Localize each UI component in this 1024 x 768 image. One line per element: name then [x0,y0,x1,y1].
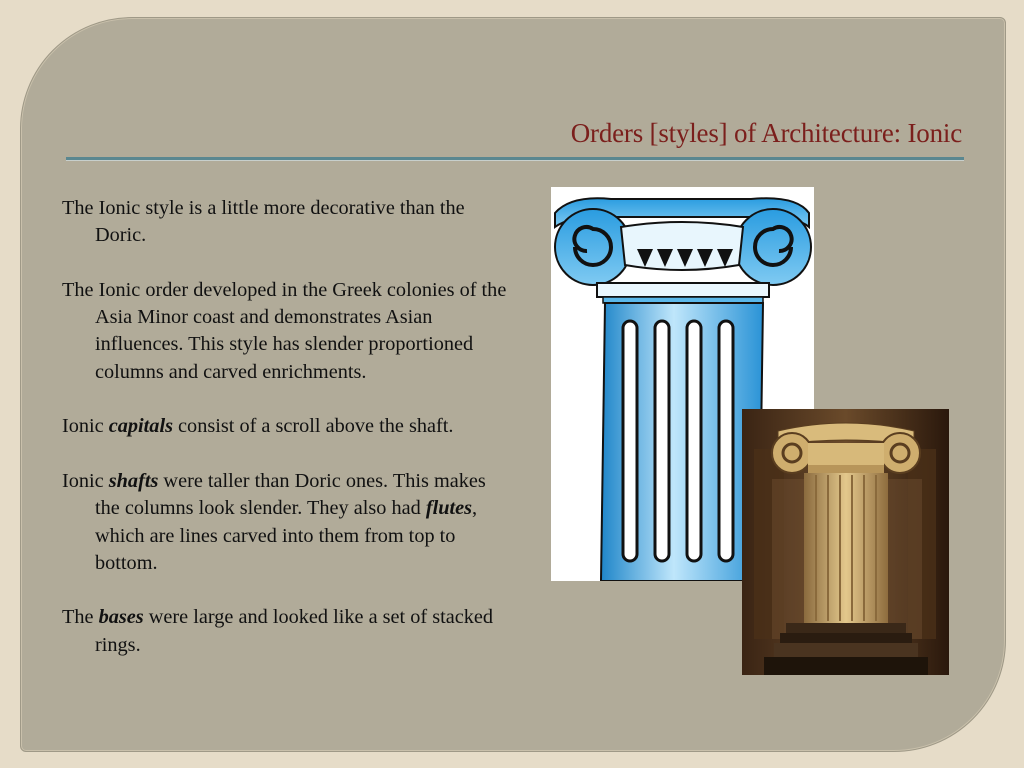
term-bases: bases [98,606,144,629]
slide-body [62,195,508,686]
paragraph-1: The Ionic style is a little more decorative than the Doric. [62,197,465,247]
slide-title: Orders [styles] of Architecture: Ionic [570,118,962,148]
ionic-column-photo [742,409,949,675]
ionic-column-photo-icon [742,409,949,675]
paragraph-3: Ionic capitals consist of a scroll above the shaft. [62,415,454,438]
paragraph-5: The bases were large and looked like a set of stacked rings. [62,606,494,656]
term-capitals: capitals [108,415,173,438]
title-divider [66,157,964,161]
paragraph-2: The Ionic order developed in the Greek colonies of the Asia Minor coast and demonstrates Asian influences. This style has slender proportioned columns and carved enrichments. [62,278,507,383]
paragraph-4: Ionic shafts were taller than Doric ones. This makes the columns look slender. They also had flutes, which are lines carved into them from top to bottom. [62,469,486,574]
term-shafts: shafts [108,469,159,492]
term-flutes: flutes [425,497,473,520]
